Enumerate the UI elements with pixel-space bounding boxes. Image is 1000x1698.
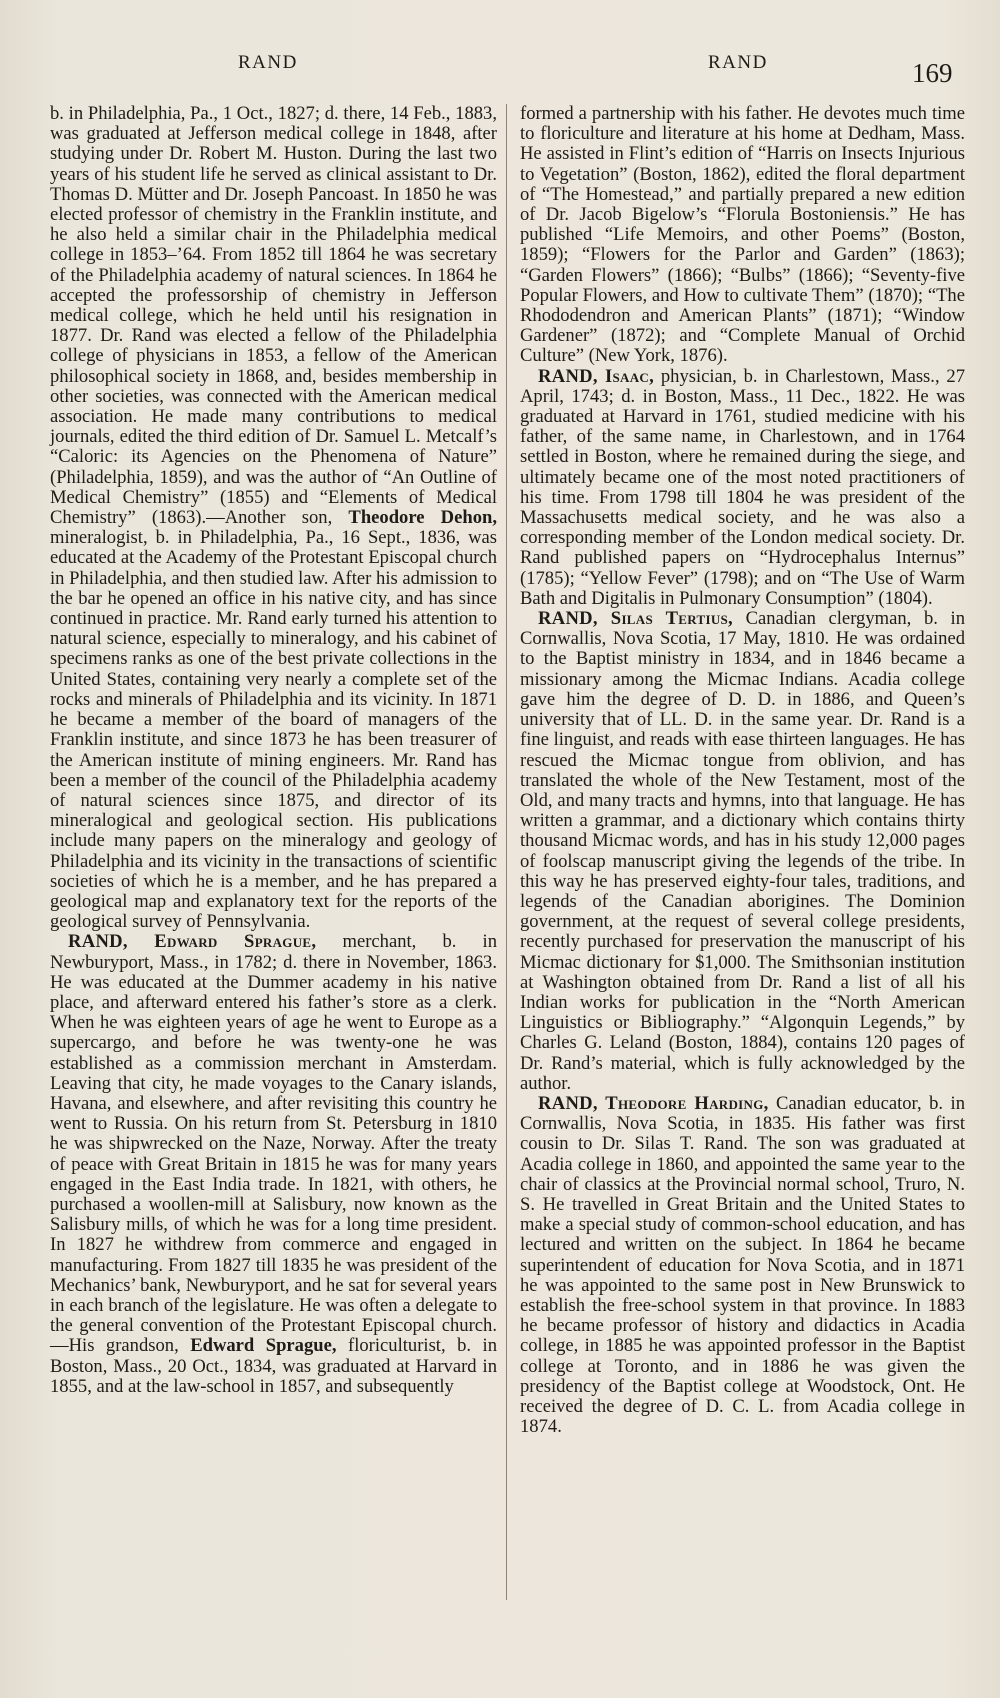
- left-column: [50, 104, 497, 1397]
- entry-text: Canadian clergyman, b. in Cornwallis, Nova Scotia, 17 May, 1810. He was ordained to the Baptist ministry in 1834, and in 1846 became a missionary among the Micmac Indians. Acadia college gave him the degree of D. D. in 1886, and Queen’s university that of LL. D. in the same year. Dr. Rand is a fine linguist, and reads with ease thirteen languages. He has rescued the Micmac tongue from oblivion, and has translated the whole of the New Testament, most of the Old, and many tracts and hymns, into that language. He has written a grammar, and a dictionary which contains thirty thousand Micmac words, and has in his study 12,000 pages of foolscap manuscript giving the legends of the tribe. In this way he has preserved eighty-four tales, traditions, and legends of the Canadian aborigines. The Dominion government, at the request of several college presidents, recently purchased for preservation the manuscript of his Micmac dictionary for $1,000. The Smithsonian institution at Washington obtained from Dr. Rand a list of all his Indian works for publication in the “North American Linguistics or Bibliography.” “Algonquin Legends,” by Charles G. Leland (Boston, 1884), contains 120 pages of Dr. Rand’s material, which is fully acknowledged by the author.: [520, 608, 965, 1094]
- entry-rand-isaac: [520, 367, 965, 609]
- right-column: [520, 104, 965, 1437]
- column-divider: [506, 104, 507, 1600]
- entry-rand-edward-sprague: [50, 932, 497, 1397]
- entry-text: Canadian educator, b. in Cornwallis, Nova Scotia, in 1835. His father was first cousin to Dr. Silas T. Rand. The son was graduated at Acadia college in 1860, and appointed the same year to the chair of classics at the Provincial normal school, Truro, N. S. He travelled in Great Britain and the United States to make a special study of common-school education, and has lectured and written on the subject. In 1864 he became superintendent of education for Nova Scotia, and in 1871 he was appointed to the same post in New Brunswick to establish the free-school system in that province. In 1883 he became professor of history and didactics in Acadia college, in 1885 he was appointed professor in the Baptist college at Toronto, and in 1886 he was given the presidency of the Baptist college at Woodstock, Ont. He received the degree of D. C. L. from Acadia college in 1874.: [520, 1092, 965, 1438]
- entry-text: mineralogist, b. in Philadelphia, Pa., 16 Sept., 1836, was educated at the Academy of the Protestant Episcopal church in Philadelphia, and then studied law. After his admission to the bar he opened an office in his native city, and has since continued in practice. Mr. Rand early turned his attention to natural science, especially to mineralogy, and his cabinet of specimens ranks as one of the best private collections in the United States, containing very nearly a complete set of the rocks and minerals of Philadelphia and its vicinity. In 1871 he became a member of the board of managers of the Franklin institute, and since 1873 he has been treasurer of the American institute of mining engineers. Mr. Rand has been a member of the council of the Philadelphia academy of natural sciences since 1875, and director of its mineralogical and geological section. His publications include many papers on the mineralogy and geology of Philadelphia and its vicinity in the transactions of scientific societies of which he is a member, and he has prepared a geological map and explanatory text for the reports of the geological survey of Pennsylvania.: [50, 527, 497, 933]
- entry-continuation: [520, 104, 965, 367]
- entry-headword: RAND, Edward Sprague,: [68, 931, 317, 953]
- entry-text: floriculturist, b. in Boston, Mass., 20 Oct., 1834, was graduated at Harvard in 1855, and at the law-school in 1857, and subsequently: [50, 1335, 497, 1397]
- entry-rand-silas-tertius: [520, 609, 965, 1094]
- running-head-right: RAND: [708, 52, 768, 73]
- entry-headword: RAND, Isaac,: [538, 365, 655, 387]
- page-number: 169: [912, 58, 953, 88]
- entry-text: physician, b. in Charlestown, Mass., 27 April, 1743; d. in Boston, Mass., 11 Dec., 1822. He was graduated at Harvard in 1761, studied medicine with his father, of the same name, in Charlestown, and in 1764 settled in Boston, where he remained during the siege, and ultimately became one of the most noted practitioners of his time. From 1798 till 1804 he was president of the Massachusetts medical society, and he was also a corresponding member of the London medical society. Dr. Rand published papers on “Hydrocephalus Internus” (1785); “Yellow Fever” (1798); and on “The Use of Warm Bath and Digitalis in Pulmonary Consumption” (1804).: [520, 365, 965, 609]
- running-head-left: RAND: [238, 52, 298, 73]
- entry-headword: RAND, Silas Tertius,: [538, 608, 733, 630]
- entry-text: formed a partnership with his father. He devotes much time to floriculture and literature at his home at Dedham, Mass. He assisted in Flint’s edition of “Harris on Insects Injurious to Vegetation” (Boston, 1862), edited the floral department of “The Homestead,” and partially prepared a new edition of Dr. Jacob Bigelow’s “Florula Bostoniensis.” He has published “Life Memoirs, and other Poems” (Boston, 1859); “Flowers for the Parlor and Garden” (1863); “Garden Flowers” (1866); “Bulbs” (1866); “Seventy-five Popular Flowers, and How to cultivate Them” (1870); “The Rhododendron and American Plants” (1871); “Window Gardener” (1872); and “Complete Manual of Orchid Culture” (New York, 1876).: [520, 103, 965, 367]
- subentry-name: Edward Sprague,: [190, 1335, 337, 1357]
- subentry-name: Theodore Dehon,: [348, 507, 497, 529]
- entry-text: merchant, b. in Newburyport, Mass., in 1782; d. there in November, 1863. He was educated at the Dummer academy in his native place, and afterward entered his father’s store as a clerk. When he was eighteen years of age he went to Europe as a supercargo, and before he was twenty-one he was established as a commission merchant in Amsterdam. Leaving that city, he made voyages to the Canary islands, Havana, and elsewhere, and after revisiting this country he went to Russia. On his return from St. Petersburg in 1810 he was shipwrecked on the Naze, Norway. After the treaty of peace with Great Britain in 1815 he was for many years engaged in the East India trade. In 1821, with others, he purchased a woollen-mill at Salisbury, now known as the Salisbury mills, of which he was for a long time president. In 1827 he withdrew from commerce and engaged in manufacturing. From 1827 till 1835 he was president of the Mechanics’ bank, Newburyport, and he sat for several years in each branch of the legislature. He was often a delegate to the general convention of the Protestant Episcopal church.—His grandson,: [50, 931, 497, 1357]
- entry-text: b. in Philadelphia, Pa., 1 Oct., 1827; d. there, 14 Feb., 1883, was graduated at Jefferson medical college in 1848, after studying under Dr. Robert M. Huston. During the last two years of his student life he served as clinical assistant to Dr. Thomas D. Mütter and Dr. Joseph Pancoast. In 1850 he was elected professor of chemistry in the Franklin institute, and he also held a similar chair in the Philadelphia medical college in 1853–’64. From 1852 till 1864 he was secretary of the Philadelphia academy of natural sciences. In 1864 he accepted the professorship of chemistry in Jefferson medical college, which he held until his resignation in 1877. Dr. Rand was elected a fellow of the Philadelphia college of physicians in 1853, a fellow of the American philosophical society in 1868, and, besides membership in other societies, was connected with the American medical association. He made many contributions to medical journals, edited the third edition of Dr. Samuel L. Metcalf’s “Caloric: its Agencies on the Phenomena of Nature” (Philadelphia, 1859), and was the author of “An Outline of Medical Chemistry” (1855) and “Elements of Medical Chemistry” (1863).—Another son,: [50, 103, 497, 529]
- entry-continuation: [50, 104, 497, 932]
- entry-headword: RAND, Theodore Harding,: [538, 1092, 769, 1114]
- entry-rand-theodore-harding: [520, 1094, 965, 1437]
